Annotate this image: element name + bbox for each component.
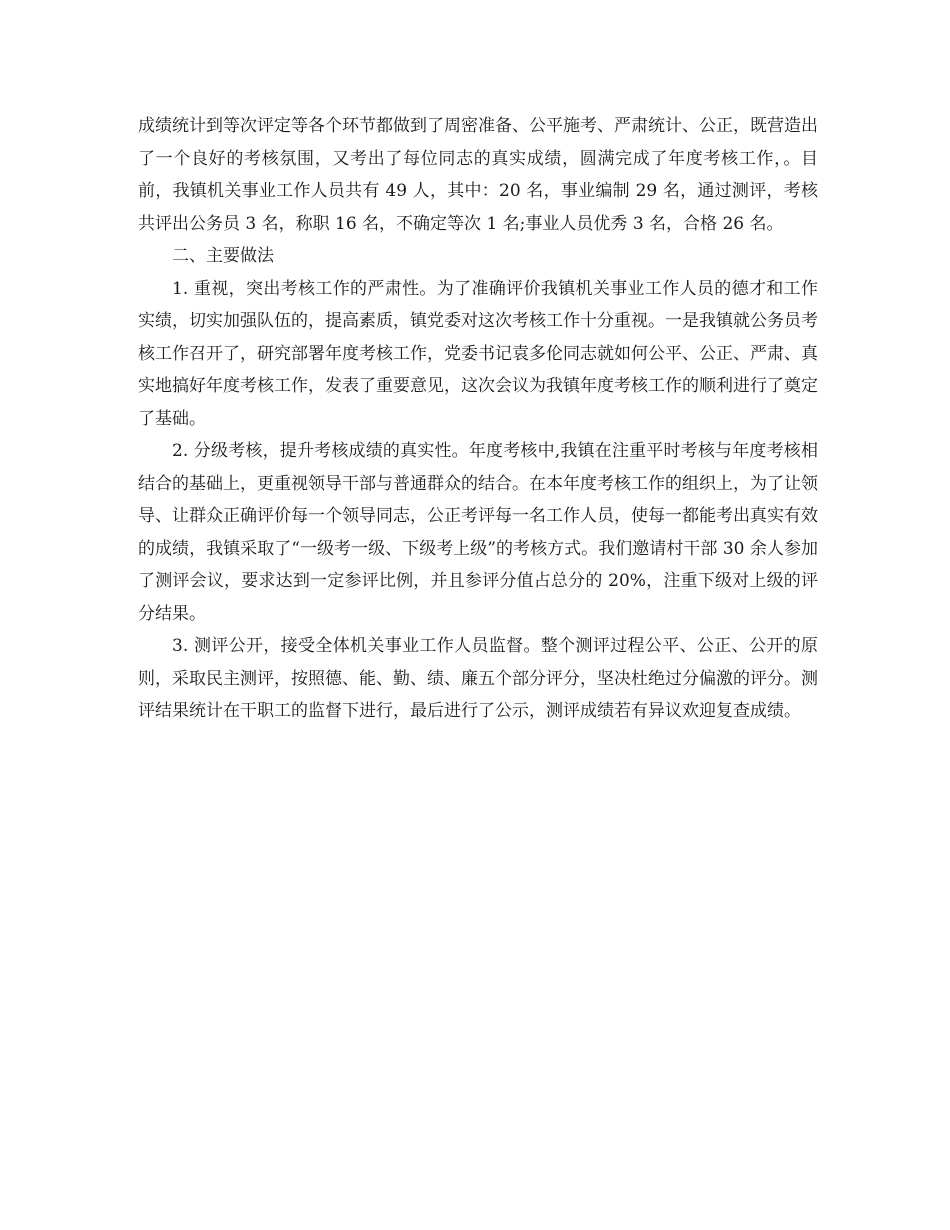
document-body <box>138 110 818 728</box>
paragraph-point-3: 3. 测评公开，接受全体机关事业工作人员监督。整个测评过程公平、公正、公开的原则，采取民主测评，按照德、能、勤、绩、廉五个部分评分，坚决杜绝过分偏激的评分。测评结果统计在干职工的监督下进行，最后进行了公示，测评成绩若有异议欢迎复查成绩。 <box>138 636 818 721</box>
paragraph-point-2: 2. 分级考核，提升考核成绩的真实性。年度考核中,我镇在注重平时考核与年度考核相结合的基础上，更重视领导干部与普通群众的结合。在本年度考核工作的组织上，为了让领导、让群众正确评价每一个领导同志，公正考评每一名工作人员，使每一都能考出真实有效的成绩，我镇采取了“一级考一级、下级考上级”的考核方式。我们邀请村干部 30 余人参加了测评会议，要求达到一定参评比例，并且参评分值占总分的 20%，注重下级对上级的评分结果。 <box>138 441 818 624</box>
paragraph-point-1: 1. 重视，突出考核工作的严肃性。为了准确评价我镇机关事业工作人员的德才和工作实绩，切实加强队伍的，提高素质，镇党委对这次考核工作十分重视。一是我镇就公务员考核工作召开了，研究部署年度考核工作，党委书记袁多伦同志就如何公平、公正、严肃、真实地搞好年度考核工作，发表了重要意见，这次会议为我镇年度考核工作的顺利进行了奠定了基础。 <box>138 278 818 429</box>
paragraph-summary: 成绩统计到等次评定等各个环节都做到了周密准备、公平施考、严肃统计、公正，既营造出了一个良好的考核氛围，又考出了每位同志的真实成绩，圆满完成了年度考核工作，。目前，我镇机关事业工作人员共有 49 人，其中：20 名，事业编制 29 名，通过测评，考核共评出公务员 3 名，称职 16 名，不确定等次 1 名;事业人员优秀 3 名，合格 26 名。 <box>138 116 818 234</box>
section-heading-main-practices: 二、主要做法 <box>172 246 274 266</box>
